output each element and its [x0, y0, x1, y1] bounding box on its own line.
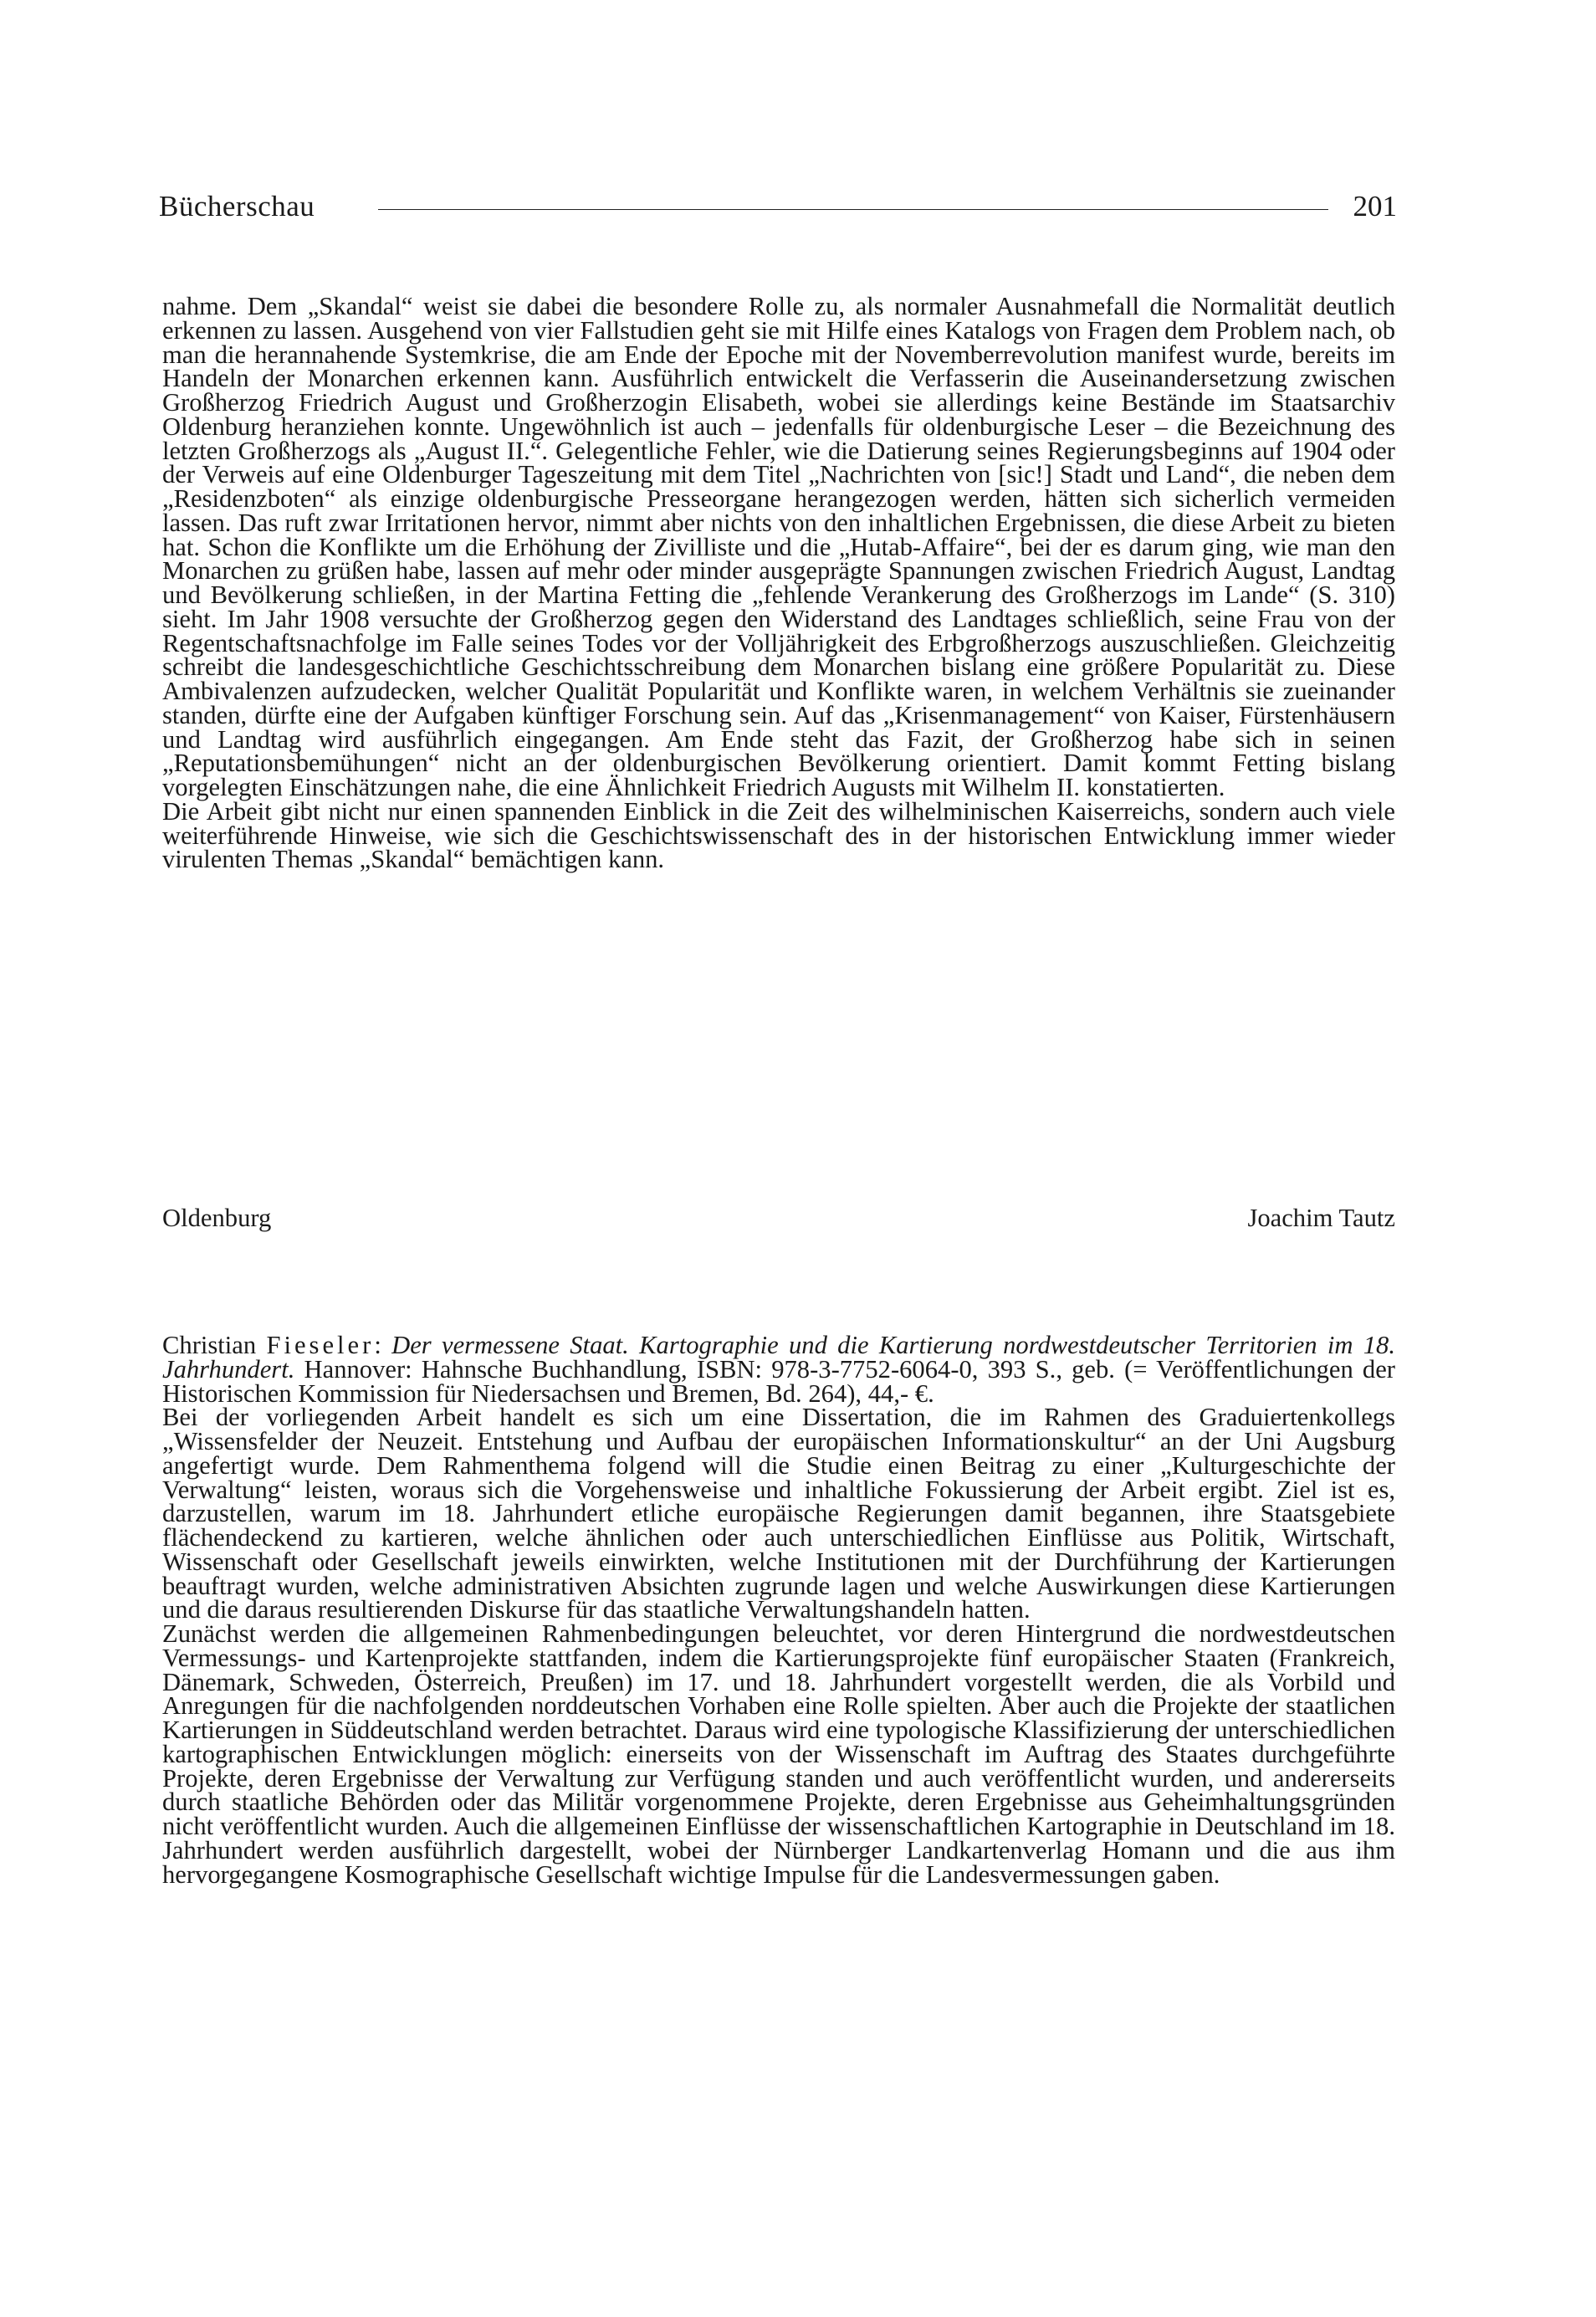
review-2-book-title: Der vermessene Staat. Kartographie und die Kartierung nordwestdeutscher Territorien im 18. Jahrhundert. — [162, 1331, 1395, 1384]
review-1-reviewer: Joachim Tautz — [1247, 1204, 1395, 1232]
review-2-publication: Hannover: Hahnsche Buchhandlung, ISBN: 978-3-7752-6064-0, 393 S., geb. (= Veröffentlichungen der Historischen Kommission für Niedersachsen und Bremen, Bd. 264), 44,- €. — [162, 1354, 1395, 1408]
review-2-author-last: Fieseler — [266, 1331, 375, 1359]
review-2-author-first: Christian — [162, 1331, 267, 1359]
review-2-colon: : — [374, 1331, 392, 1359]
review-1-place: Oldenburg — [162, 1204, 272, 1232]
header-rule — [378, 209, 1328, 210]
review-2-paragraph-1: Bei der vorliegenden Arbeit handelt es sich um eine Dissertation, die im Rahmen des Graduiertenkollegs „Wissensfelder der Neuzeit. Entstehung und Aufbau der europäischen Informationskultur“ an der Uni Augsburg angefertigt wurde. Dem Rahmenthema folgend will die Studie einen Beitrag zu einer „Kulturgeschichte der Verwaltung“ leisten, woraus sich die Vorgehensweise und inhaltliche Fokussierung der Arbeit ergibt. Ziel ist es, darzustellen, warum im 18. Jahrhundert etliche europäische Regierungen damit begannen, ihre Staatsgebiete flächendeckend zu kartieren, welche ähnlichen oder auch unterschiedlichen Einflüsse aus Politik, Wirtschaft, Wissenschaft oder Gesellschaft jeweils einwirkten, welche Institutionen mit der Durchführung der Kartierungen beauftragt wurden, welche administrativen Absichten zugrunde lagen und welche Auswirkungen diese Kartierungen und die daraus resultierenden Diskurse für das staatliche Verwaltungshandeln hatten. — [162, 1403, 1395, 1624]
review-2-paragraph-2: Zunächst werden die allgemeinen Rahmenbedingungen beleuchtet, vor deren Hintergrund die nordwestdeutschen Vermessungs- und Kartenprojekte stattfanden, indem die Kartierungsprojekte fünf europäischer Staaten (Frankreich, Dänemark, Schweden, Österreich, Preußen) im 17. und 18. Jahrhundert vorgestellt werden, die als Vorbild und Anregungen für die nachfolgenden norddeutschen Vorhaben eine Rolle spielten. Aber auch die Projekte der staatlichen Kartierungen in Süddeutschland werden betrachtet. Daraus wird eine typologische Klassifizierung der unterschiedlichen kartographischen Entwicklungen möglich: einerseits von der Wissenschaft im Auftrag des Staates durchgeführte Projekte, deren Ergebnisse der Verwaltung zur Verfügung standen und auch veröffentlicht wurden, und andererseits durch staatliche Behörden oder das Militär vorgenommene Projekte, deren Ergebnisse aus Geheimhaltungsgründen nicht veröffentlicht wurden. Auch die allgemeinen Einflüsse der wissenschaftlichen Kartographie in Deutschland im 18. Jahrhundert werden ausführlich dargestellt, wobei der Nürnberger Landkartenverlag Homann und die aus ihm hervorgegangene Kosmographische Gesellschaft wichtige Impulse für die Landesvermessungen gaben. — [162, 1619, 1395, 1889]
page-number: 201 — [1353, 190, 1397, 222]
review-2-citation — [162, 1331, 1395, 1408]
review-1-signature — [162, 1201, 1395, 1235]
running-title: Bücherschau — [159, 190, 315, 222]
review-1-paragraph-2: Die Arbeit gibt nicht nur einen spannenden Einblick in die Zeit des wilhelminischen Kaiserreichs, sondern auch viele weiterführende Hinweise, wie sich die Geschichtswissenschaft des in der historischen Entwicklung immer wieder virulenten Themas „Skandal“ bemächtigen kann. — [162, 796, 1395, 874]
review-1-paragraph-1: nahme. Dem „Skandal“ weist sie dabei die besondere Rolle zu, als normaler Ausnahmefall die Normalität deutlich erkennen zu lassen. Ausgehend von vier Fallstudien geht sie mit Hilfe eines Katalogs von Fragen dem Problem nach, ob man die herannahende Systemkrise, die am Ende der Epoche mit der Novemberrevolution manifest wurde, bereits im Handeln der Monarchen erkennen kann. Ausführlich entwickelt die Verfasserin die Auseinandersetzung zwischen Großherzog Friedrich August und Großherzogin Elisabeth, wobei sie allerdings keine Bestände im Staatsarchiv Oldenburg heranziehen konnte. Ungewöhnlich ist auch – jedenfalls für oldenburgische Leser – die Bezeichnung des letzten Großherzogs als „August II.“. Gelegentliche Fehler, wie die Datierung seines Regierungsbeginns auf 1904 oder der Verweis auf eine Oldenburger Tageszeitung mit dem Titel „Nachrichten von [sic!] Stadt und Land“, die neben dem „Residenzboten“ als einzige oldenburgische Presseorgane herangezogen werden, hätten sich sicherlich vermeiden lassen. Das ruft zwar Irritationen hervor, nimmt aber nichts von den inhaltlichen Ergebnissen, die diese Arbeit zu bieten hat. Schon die Konflikte um die Erhöhung der Zivilliste und die „Hutab-Affaire“, bei der es darum ging, wie man den Monarchen zu grüßen habe, lassen auf mehr oder minder ausgeprägte Spannungen zwischen Friedrich August, Landtag und Bevölkerung schließen, in der Martina Fetting die „fehlende Verankerung des Großherzogs im Lande“ (S. 310) sieht. Im Jahr 1908 versuchte der Großherzog gegen den Widerstand des Landtages schließlich, seine Frau von der Regentschaftsnachfolge im Falle seines Todes vor der Volljährigkeit des Erbgroßherzogs auszuschließen. Gleichzeitig schreibt die landesgeschichtliche Geschichtsschreibung dem Monarchen bislang eine größere Popularität zu. Diese Ambivalenzen aufzudecken, welcher Qualität Popularität und Konflikte waren, in welchem Verhältnis sie zueinander standen, dürfte eine der Aufgaben künftiger Forschung sein. Auf das „Krisenmanagement“ von Kaiser, Fürstenhäusern und Landtag wird ausführlich eingegangen. Am Ende steht das Fazit, der Großherzog habe sich in seinen „Reputationsbemühungen“ nicht an der oldenburgischen Bevölkerung orientiert. Damit kommt Fetting bislang vorgelegten Einschätzungen nahe, die eine Ähnlichkeit Friedrich Augusts mit Wilhelm II. konstatierten. — [162, 292, 1395, 801]
review-2-body — [162, 1331, 1395, 1889]
running-header — [159, 186, 1397, 228]
review-1-body — [162, 294, 1395, 872]
